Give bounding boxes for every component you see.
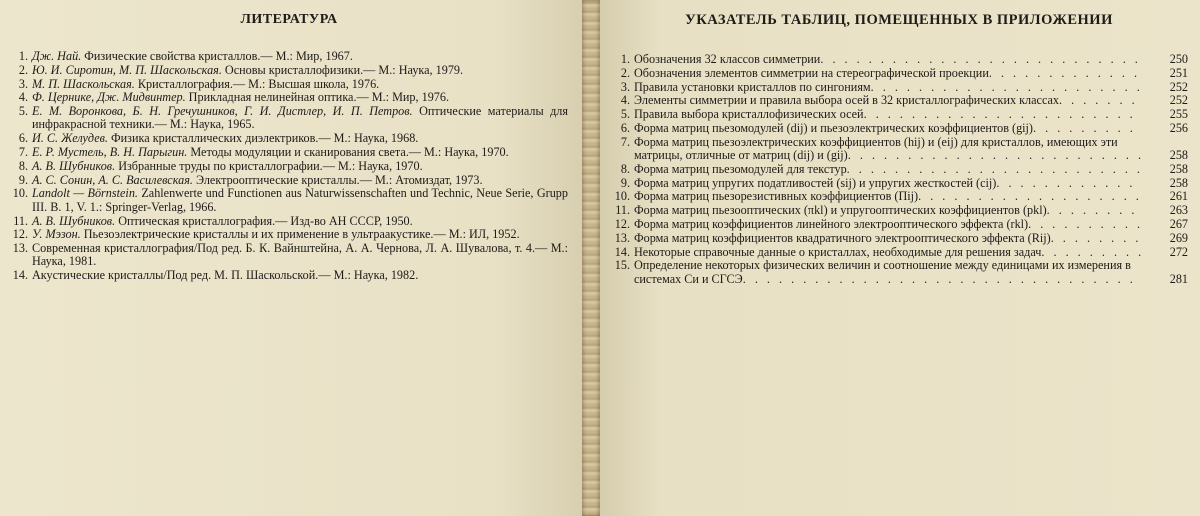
index-entry — [610, 204, 1188, 217]
reference-text: Пьезоэлектрические кристаллы и их применение в ультраакустике.— М.: ИЛ, 1952. — [80, 227, 520, 242]
index-entry — [610, 163, 1188, 176]
reference-text: Акустические кристаллы/Под ред. М. П. Шаскольской.— М.: Наука, 1982. — [32, 268, 419, 283]
reference-item — [10, 64, 568, 77]
reference-item — [10, 174, 568, 187]
entry-title: Элементы симметрии и правила выбора осей в 32 кристаллографических классах . . . — [634, 94, 1142, 107]
reference-authors: У. Мэзон. — [32, 227, 81, 242]
reference-text: Электрооптические кристаллы.— М.: Атомиздат, 1973. — [192, 172, 483, 187]
reference-authors: Ф. Цернике, Дж. Мидвинтер. — [32, 90, 186, 105]
entry-page: 263 — [1169, 203, 1188, 218]
entry-number: 8. — [620, 161, 630, 176]
index-entry — [610, 122, 1188, 135]
entry-title: Форма матриц пьезорезистивных коэффициентов (Πij) . . . — [634, 190, 1142, 203]
entry-title: Форма матриц упругих податливостей (sij) и упругих жесткостей (cij) . . . — [634, 177, 1142, 190]
table-index-heading: УКАЗАТЕЛЬ ТАБЛИЦ, ПОМЕЩЕННЫХ В ПРИЛОЖЕНИИ — [685, 12, 1113, 28]
index-entry — [610, 136, 1188, 163]
entry-page: 252 — [1169, 93, 1188, 108]
reference-number: 5. — [18, 104, 28, 119]
reference-item — [10, 228, 568, 241]
reference-number: 6. — [18, 131, 28, 146]
entry-page: 252 — [1169, 79, 1188, 94]
entry-page: 269 — [1169, 230, 1188, 245]
reference-number: 10. — [12, 186, 28, 201]
entry-number: 3. — [620, 79, 630, 94]
left-page-literature — [0, 0, 582, 516]
reference-text: Оптическая кристаллография.— Изд-во АН СССР, 1950. — [115, 213, 413, 228]
reference-item — [10, 242, 568, 269]
reference-item — [10, 146, 568, 159]
entry-title: Форма матриц пьезооптических (πkl) и упругооптических коэффициентов (pkl) . . . — [634, 204, 1142, 217]
entry-page: 258 — [1169, 148, 1188, 163]
reference-item — [10, 215, 568, 228]
index-entry — [610, 246, 1188, 259]
reference-text: Прикладная нелинейная оптика.— М.: Мир, 1976. — [185, 90, 450, 105]
reference-number: 8. — [18, 158, 28, 173]
reference-text: Оптические материалы для инфракрасной техники.— М.: Наука, 1965. — [32, 104, 568, 132]
literature-heading: ЛИТЕРАТУРА — [240, 12, 338, 27]
reference-authors: А. В. Шубников. — [32, 158, 116, 173]
reference-number: 12. — [12, 227, 28, 242]
reference-item — [10, 269, 568, 282]
entry-title: Правила установки кристаллов по сингониям . . . — [634, 81, 1142, 94]
entry-title: Форма матриц пьезомодулей для текстур . . . — [634, 163, 1142, 176]
reference-text: Кристаллография.— М.: Высшая школа, 1976. — [134, 76, 380, 91]
reference-authors: Дж. Най. — [32, 49, 82, 63]
entry-page: 261 — [1169, 189, 1188, 204]
entry-page: 251 — [1169, 65, 1188, 80]
entry-title: Определение некоторых физических величин и соотношение между единицами их измерения в системах Си и СГСЭ . . . — [634, 259, 1142, 286]
reference-text: Физика кристаллических диэлектриков.— М.: Наука, 1968. — [107, 131, 419, 146]
entry-page: 258 — [1169, 175, 1188, 190]
index-entry — [610, 190, 1188, 203]
entry-page: 250 — [1169, 52, 1188, 66]
entry-number: 5. — [620, 107, 630, 122]
index-entry — [610, 218, 1188, 231]
entry-title: Правила выбора кристаллофизических осей . . . — [634, 108, 1142, 121]
reference-authors: А. В. Шубников. — [32, 213, 116, 228]
reference-text: Методы модуляции и сканирования света.— М.: Наука, 1970. — [187, 145, 509, 160]
entry-title: Обозначения 32 классов симметрии . . . — [634, 53, 1142, 66]
reference-number: 13. — [12, 241, 28, 256]
index-entry — [610, 67, 1188, 80]
entry-title: Некоторые справочные данные о кристаллах, необходимые для решения задач . . . — [634, 246, 1142, 259]
reference-number: 14. — [12, 268, 28, 283]
entry-number: 11. — [615, 203, 630, 218]
reference-text: Основы кристаллофизики.— М.: Наука, 1979. — [221, 62, 464, 77]
entry-number: 10. — [614, 189, 630, 204]
references-list — [10, 50, 568, 283]
reference-authors: Ю. И. Сиротин, М. П. Шаскольская. — [32, 62, 222, 77]
reference-number: 4. — [18, 90, 28, 105]
reference-authors: М. П. Шаскольская. — [32, 76, 135, 91]
index-entry — [610, 53, 1188, 66]
entry-title: Форма матриц пьезоэлектрических коэффициентов (hij) и (eij) для кристаллов, имеющих эти матрицы, отличные от матриц (dij) и (gij) . . . — [634, 136, 1142, 163]
entry-page: 256 — [1169, 120, 1188, 135]
reference-item — [10, 160, 568, 173]
reference-item — [10, 187, 568, 214]
entry-page: 272 — [1169, 244, 1188, 259]
index-entry — [610, 259, 1188, 286]
reference-authors: А. С. Сонин, А. С. Василевская. — [32, 172, 193, 187]
entry-page: 258 — [1169, 161, 1188, 176]
reference-number: 11. — [13, 213, 28, 228]
index-entry — [610, 108, 1188, 121]
entry-number: 4. — [620, 93, 630, 108]
entry-title: Форма матриц коэффициентов линейного электрооптического эффекта (rkl) . . . — [634, 218, 1142, 231]
entry-number: 15. — [614, 258, 630, 273]
reference-item — [10, 132, 568, 145]
entry-page: 255 — [1169, 107, 1188, 122]
reference-text: Zahlenwerte und Functionen aus Naturwissenschaften und Technic, Neue Serie, Grupp III. B. 1, V. 1.: Springer-Verlag, 1966. — [32, 186, 568, 214]
entry-number: 13. — [614, 230, 630, 245]
index-entry — [610, 177, 1188, 190]
reference-authors: И. С. Желудев. — [32, 131, 108, 146]
entry-number: 2. — [620, 65, 630, 80]
entry-number: 14. — [614, 244, 630, 259]
index-entry — [610, 81, 1188, 94]
reference-number: 9. — [18, 172, 28, 187]
entry-title: Обозначения элементов симметрии на стереографической проекции . . . — [634, 67, 1142, 80]
entry-number: 12. — [614, 217, 630, 232]
reference-item — [10, 105, 568, 132]
entry-number: 1. — [620, 52, 630, 66]
reference-text: Современная кристаллография/Под ред. Б. К. Вайнштейна, А. А. Чернова, Л. А. Шувалова, т. 4.— М.: Наука, 1981. — [32, 241, 568, 269]
index-entry — [610, 232, 1188, 245]
reference-number: 2. — [18, 62, 28, 77]
entry-page: 267 — [1169, 217, 1188, 232]
entry-page: 281 — [1169, 271, 1188, 286]
index-entry — [610, 94, 1188, 107]
table-index-list — [610, 53, 1188, 286]
reference-item — [10, 91, 568, 104]
reference-item — [10, 50, 568, 63]
reference-authors: Е. М. Воронкова, Б. Н. Гречушников, Г. И. Дистлер, И. П. Петров. — [32, 104, 413, 119]
entry-number: 6. — [620, 120, 630, 135]
reference-number: 3. — [18, 76, 28, 91]
entry-title: Форма матриц пьезомодулей (dij) и пьезоэлектрических коэффициентов (gij) . . . — [634, 122, 1142, 135]
right-page-table-index — [600, 0, 1200, 516]
reference-item — [10, 78, 568, 91]
entry-title: Форма матриц коэффициентов квадратичного электрооптического эффекта (Rij) . . . — [634, 232, 1142, 245]
reference-text: Физические свойства кристаллов.— М.: Мир, 1967. — [81, 49, 353, 63]
reference-number: 7. — [18, 145, 28, 160]
entry-number: 7. — [620, 134, 630, 149]
reference-number: 1. — [18, 49, 28, 63]
reference-text: Избранные труды по кристаллографии.— М.: Наука, 1970. — [115, 158, 423, 173]
reference-authors: Е. Р. Мустель, В. Н. Парыгин. — [32, 145, 188, 160]
reference-authors: Landolt — Börnstein. — [32, 186, 138, 201]
entry-number: 9. — [620, 175, 630, 190]
book-spine-gutter — [582, 0, 600, 516]
